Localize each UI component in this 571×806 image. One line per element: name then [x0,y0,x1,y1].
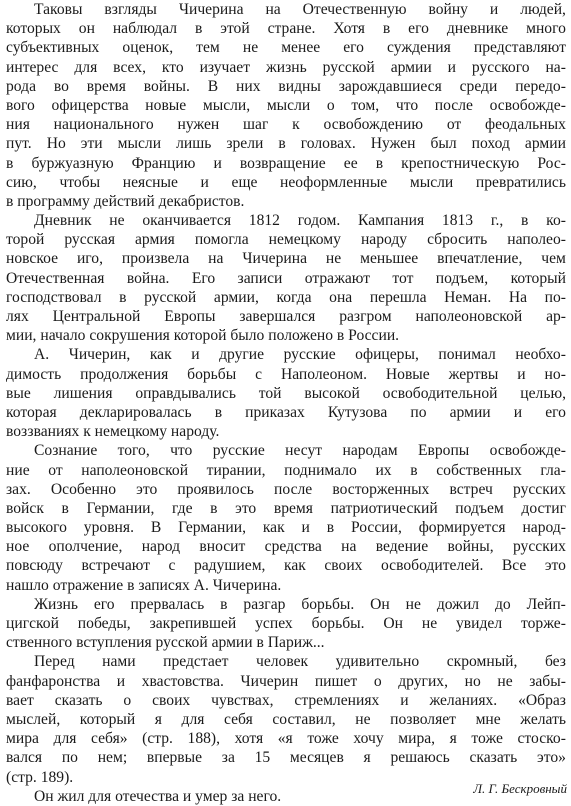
text-line: ственного вступления русской армии в Париж... [6,634,325,652]
text-line: мии, начало сокрушения которой было положено в России. [6,327,400,345]
text-line: Таковы взгляды Чичерина на Отечественную войну и людей, [34,1,566,18]
text-line: лях Центральной Европы завершался разгром наполеоновской ар- [6,308,566,325]
text-line: вался по нем; впервые за 15 месяцев я решаюсь сказать это» [6,749,566,767]
text-line: димость продолжения борьбы с Наполеоном. Новые жертвы и но- [6,365,566,383]
text-line: господствовал в русской армии, когда она перешла Неман. На по- [6,288,566,306]
text-line: зах. Особенно это проявилось после восторженных встреч русских [6,480,566,498]
paragraph [6,211,566,345]
text-line: которых он наблюдал в этой стране. Хотя в его дневнике много [6,20,566,38]
text-line: повсюду встречают с радушием, как своих освободителей. Все это [6,557,566,575]
document-page [6,0,566,806]
text-line: нашло отражение в записях А. Чичерина. [6,576,282,594]
text-line: субъективных оценок, тем не менее его суждения представляют [6,39,566,57]
text-line: войск в Германии, где в это время патриотический подъем достиг [6,499,566,517]
text-line: воззваниях к немецкому народу. [6,423,220,441]
text-line: в программу действий декабристов. [6,192,245,210]
text-line: мыслей, который я для себя составил, не позволяет мне желать [6,710,566,728]
text-line: Он жил для отечества и умер за него. [34,787,282,805]
text-line: цигской победы, закрепившей успех борьбы. Он не увидел торже- [6,615,566,632]
text-line: торой русская армия помогла немецкому народу сбросить наполео- [6,231,566,249]
text-line: рода во время войны. В них видны зарождавшиеся среди передо- [6,77,566,95]
text-line: вого офицерства новые мысли, мысли о том, что после освобожде- [6,96,566,114]
text-line: высокого уровня. В Германии, как и в России, формируется народ- [6,519,566,537]
text-line: Отечественная война. Его записи отражают тот подъем, который [6,269,566,287]
text-line: Сознание того, что русские несут народам Европы освобожде- [34,442,566,460]
paragraph [6,0,566,211]
paragraph [6,441,566,595]
text-line: ние от наполеоновской тирании, поднимало их в собственных гла- [6,461,566,479]
text-line: вает сказать о своих чувствах, стремлениях и желаниях. «Образ [6,691,566,709]
text-line: интерес для всех, кто изучает жизнь русской армии и русского на- [6,58,566,76]
text-line: фанфаронства и хвастовства. Чичерин пишет о других, но не забы- [6,672,566,690]
text-line: пут. Но эти мысли лишь зрели в головах. Нужен был поход армии [6,135,566,153]
text-line: (стр. 189). [6,768,74,786]
text-line: Перед нами предстает человек удивительно скромный, без [34,653,566,671]
paragraph [6,652,566,786]
text-line: новское иго, произвела на Чичерина не меньшее впечатление, чем [6,250,566,268]
text-line: в буржуазную Францию и возвращение ее в крепостническую Рос- [6,154,566,172]
paragraph [6,595,566,653]
text-line: Дневник не оканчивается 1812 годом. Кампания 1813 г., в ко- [34,212,566,230]
text-line: вые лишения оправдывались той высокой освободительной целью, [6,384,566,402]
text-line: мира для себя» (стр. 188), хотя «я тоже хочу мира, я тоже стоско- [6,730,566,748]
paragraph [6,345,566,441]
text-line: А. Чичерин, как и другие русские офицеры, понимал необхо- [34,346,566,364]
text-line: ния национального нужен шаг к освобождению от феодальных [6,116,566,134]
text-line: ное ополчение, народ вносит средства на ведение войны, русских [6,538,566,556]
text-line: сию, чтобы неясные и еще неоформленные мысли превратились [6,173,566,191]
author-signature: Л. Г. Бескровный [473,781,567,796]
text-line: которая декларировалась в приказах Кутузова по армии и его [6,403,566,421]
text-line: Жизнь его прервалась в разгар борьбы. Он не дожил до Лейп- [34,595,566,613]
article-body [6,0,566,806]
